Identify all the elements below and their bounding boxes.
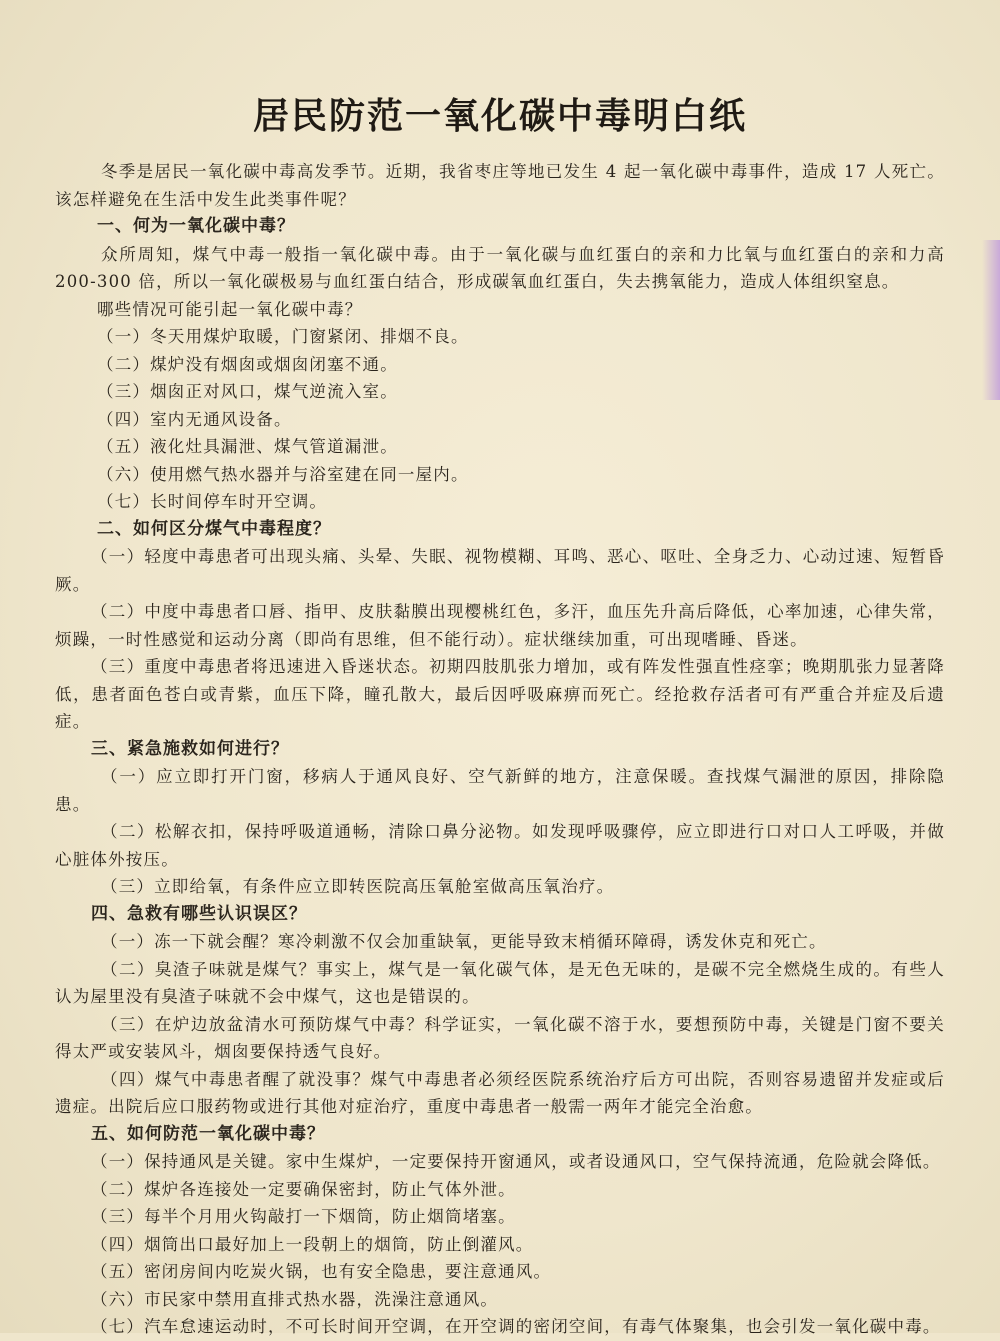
section-2-heading: 二、如何区分煤气中毒程度？ bbox=[97, 518, 331, 539]
list-item: （二）松解衣扣，保持呼吸道通畅，清除口鼻分泌物。如发现呼吸骤停，应立即进行口对口人工呼吸，并做心脏体外按压。 bbox=[55, 822, 945, 869]
section-3-heading: 三、紧急施救如何进行？ bbox=[91, 738, 289, 759]
list-item: （一）轻度中毒患者可出现头痛、头晕、失眠、视物模糊、耳鸣、恶心、呕吐、全身乏力、心动过速、短暂昏厥。 bbox=[55, 547, 945, 594]
section-5-heading: 五、如何防范一氧化碳中毒？ bbox=[91, 1123, 325, 1144]
list-item: （六）使用燃气热水器并与浴室建在同一屋内。 bbox=[97, 464, 469, 484]
document-body bbox=[55, 158, 945, 1341]
list-item: （二）煤炉没有烟囱或烟囱闭塞不通。 bbox=[97, 354, 398, 374]
list-item: （二）煤炉各连接处一定要确保密封，防止气体外泄。 bbox=[91, 1179, 516, 1199]
list-item: （二）臭渣子味就是煤气？事实上，煤气是一氧化碳气体，是无色无味的，是碳不完全燃烧生成的。有些人认为屋里没有臭渣子味就不会中煤气，这也是错误的。 bbox=[55, 959, 945, 1006]
list-item: （三）每半个月用火钩敲打一下烟筒，防止烟筒堵塞。 bbox=[91, 1207, 516, 1226]
list-item: （一）冬天用煤炉取暖，门窗紧闭、排烟不良。 bbox=[97, 327, 469, 346]
section-1-paragraph: 众所周知，煤气中毒一般指一氧化碳中毒。由于一氧化碳与血红蛋白的亲和力比氧与血红蛋白的亲和力高 200-300 倍，所以一氧化碳极易与血红蛋白结合，形成碳氧血红蛋白，失去携氧能力，造成人体组织窒息。 bbox=[55, 244, 945, 291]
list-item: （三）烟囱正对风口，煤气逆流入室。 bbox=[97, 382, 398, 401]
list-item: （四）煤气中毒患者醒了就没事？煤气中毒患者必须经医院系统治疗后方可出院，否则容易遗留并发症或后遗症。出院后应口服药物或进行其他对症治疗，重度中毒患者一般需一两年才能完全治愈。 bbox=[55, 1069, 945, 1116]
list-item: （三）在炉边放盆清水可预防煤气中毒？科学证实，一氧化碳不溶于水，要想预防中毒，关键是门窗不要关得太严或安装风斗，烟囱要保持透气良好。 bbox=[55, 1014, 945, 1061]
list-item: （七）长时间停车时开空调。 bbox=[97, 492, 328, 511]
list-item: （三）立即给氧，有条件应立即转医院高压氧舱室做高压氧治疗。 bbox=[101, 877, 615, 896]
list-item: （一）冻一下就会醒？寒冷刺激不仅会加重缺氧，更能导致末梢循环障碍，诱发休克和死亡。 bbox=[101, 932, 827, 951]
list-item: （一）应立即打开门窗，移病人于通风良好、空气新鲜的地方，注意保暖。查找煤气漏泄的原因，排除隐患。 bbox=[55, 767, 945, 814]
list-item: （一）保持通风是关键。家中生煤炉，一定要保持开窗通风，或者设通风口，空气保持流通，危险就会降低。 bbox=[91, 1152, 941, 1171]
list-item: （二）中度中毒患者口唇、指甲、皮肤黏膜出现樱桃红色，多汗，血压先升高后降低，心率加速，心律失常，烦躁，一时性感觉和运动分离（即尚有思维，但不能行动）。症状继续加重，可出现嗜睡、昏迷。 bbox=[55, 602, 945, 649]
section-1-heading: 一、何为一氧化碳中毒？ bbox=[97, 216, 295, 236]
list-item: （四）烟筒出口最好加上一段朝上的烟筒，防止倒灌风。 bbox=[91, 1234, 534, 1254]
list-item: （五）密闭房间内吃炭火锅，也有安全隐患，要注意通风。 bbox=[91, 1262, 552, 1281]
list-item: （五）液化灶具漏泄、煤气管道漏泄。 bbox=[97, 437, 398, 456]
background-edge bbox=[982, 240, 1000, 400]
list-item: （四）室内无通风设备。 bbox=[97, 409, 292, 429]
document-title: 居民防范一氧化碳中毒明白纸 bbox=[252, 95, 747, 137]
section-4-heading: 四、急救有哪些认识误区？ bbox=[91, 903, 307, 924]
list-item: （七）汽车怠速运动时，不可长时间开空调，在开空调的密闭空间，有毒气体聚集，也会引发一氧化碳中毒。 bbox=[91, 1317, 941, 1336]
list-item: （六）市民家中禁用直排式热水器，洗澡注意通风。 bbox=[91, 1289, 499, 1309]
section-1-question: 哪些情况可能引起一氧化碳中毒？ bbox=[97, 299, 363, 319]
list-item: （三）重度中毒患者将迅速进入昏迷状态。初期四肢肌张力增加，或有阵发性强直性痉挛；晚期肌张力显著降低，患者面色苍白或青紫，血压下降，瞳孔散大，最后因呼吸麻痹而死亡。经抢救存活者可有严重合并症及后遗症。 bbox=[55, 657, 945, 731]
intro-paragraph: 冬季是居民一氧化碳中毒高发季节。近期，我省枣庄等地已发生 4 起一氧化碳中毒事件，造成 17 人死亡。该怎样避免在生活中发生此类事件呢？ bbox=[55, 162, 945, 209]
